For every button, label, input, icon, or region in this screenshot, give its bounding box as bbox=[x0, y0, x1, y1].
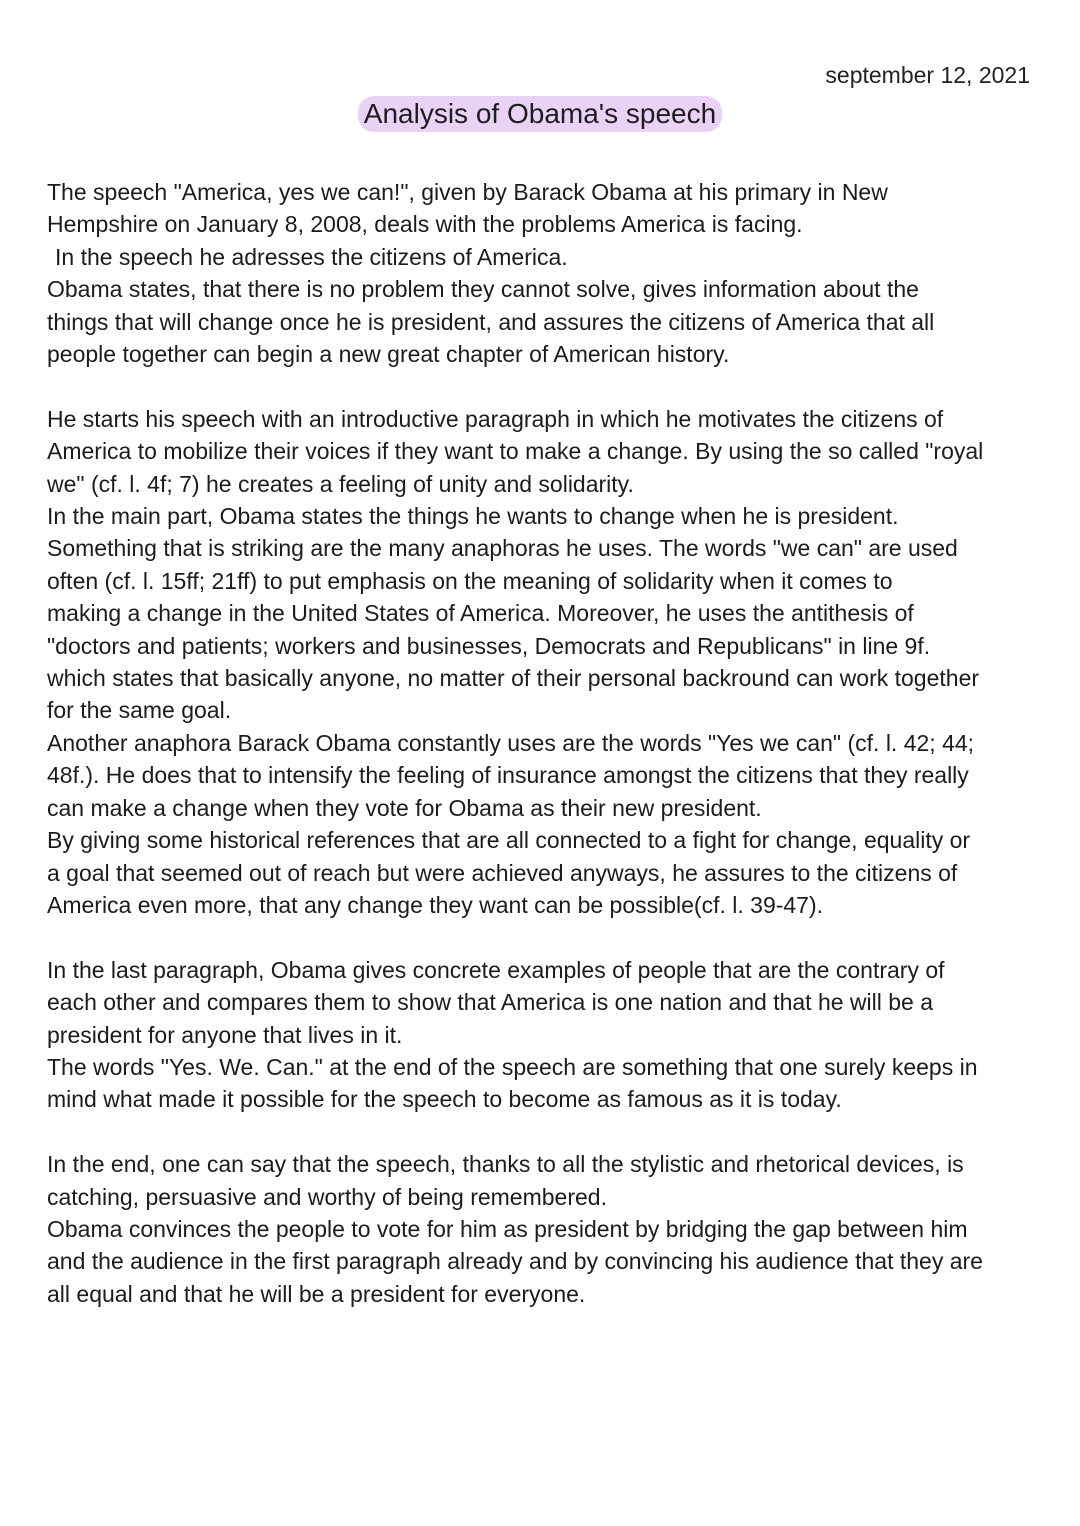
text-line: 48f.). He does that to intensify the feeling of insurance amongst the citizens that they really bbox=[47, 762, 969, 789]
paragraph bbox=[47, 403, 1037, 922]
text-line: Obama convinces the people to vote for him as president by bridging the gap between him bbox=[47, 1215, 968, 1242]
text-line: America to mobilize their voices if they want to make a change. By using the so called "royal bbox=[47, 438, 984, 465]
text-line: America even more, that any change they want can be possible(cf. l. 39-47). bbox=[47, 891, 824, 918]
text-line: people together can begin a new great chapter of American history. bbox=[47, 341, 730, 368]
text-line: Obama states, that there is no problem they cannot solve, gives information about the bbox=[47, 276, 919, 303]
text-line: In the main part, Obama states the things he wants to change when he is president. bbox=[47, 503, 899, 530]
text-line: Another anaphora Barack Obama constantly uses are the words "Yes we can" (cf. l. 42; 44; bbox=[47, 729, 975, 756]
text-line: mind what made it possible for the speech to become as famous as it is today. bbox=[47, 1086, 842, 1113]
document-date: september 12, 2021 bbox=[825, 62, 1030, 88]
text-line: each other and compares them to show that America is one nation and that he will be a bbox=[47, 989, 934, 1016]
text-line: In the last paragraph, Obama gives concrete examples of people that are the contrary of bbox=[47, 956, 945, 983]
text-line: Something that is striking are the many anaphoras he uses. The words "we can" are used bbox=[47, 535, 958, 562]
text-line: Hempshire on January 8, 2008, deals with the problems America is facing. bbox=[47, 211, 803, 238]
text-line: often (cf. l. 15ff; 21ff) to put emphasis on the meaning of solidarity when it comes to bbox=[47, 567, 893, 594]
title-container bbox=[0, 96, 1080, 132]
text-line: can make a change when they vote for Obama as their new president. bbox=[47, 794, 762, 821]
text-line: He starts his speech with an introductive paragraph in which he motivates the citizens of bbox=[47, 405, 944, 432]
text-line: and the audience in the first paragraph already and by convincing his audience that they are bbox=[47, 1248, 983, 1275]
text-line: The speech "America, yes we can!", given by Barack Obama at his primary in New bbox=[47, 179, 888, 205]
document-body bbox=[47, 176, 1037, 1343]
text-line: we" (cf. l. 4f; 7) he creates a feeling of unity and solidarity. bbox=[47, 470, 634, 497]
document-title: Analysis of Obama's speech bbox=[358, 96, 722, 132]
text-line: which states that basically anyone, no matter of their personal backround can work together bbox=[47, 665, 980, 692]
text-line: a goal that seemed out of reach but were achieved anyways, he assures to the citizens of bbox=[47, 859, 958, 886]
text-line: all equal and that he will be a president for everyone. bbox=[47, 1280, 586, 1307]
text-line: catching, persuasive and worthy of being remembered. bbox=[47, 1183, 607, 1210]
text-line: making a change in the United States of America. Moreover, he uses the antithesis of bbox=[47, 600, 914, 627]
text-line: for the same goal. bbox=[47, 697, 232, 724]
text-line: In the speech he adresses the citizens of America. bbox=[55, 243, 568, 270]
paragraph bbox=[47, 1148, 1037, 1310]
text-line: "doctors and patients; workers and businesses, Democrats and Republicans" in line 9f. bbox=[47, 632, 931, 659]
text-line: things that will change once he is president, and assures the citizens of America that all bbox=[47, 308, 935, 335]
paragraph bbox=[47, 954, 1037, 1116]
text-line: The words "Yes. We. Can." at the end of the speech are something that one surely keeps in bbox=[47, 1053, 978, 1080]
text-line: president for anyone that lives in it. bbox=[47, 1021, 403, 1048]
text-line: In the end, one can say that the speech, thanks to all the stylistic and rhetorical devices, is bbox=[47, 1151, 964, 1178]
paragraph bbox=[47, 176, 1037, 370]
text-line: By giving some historical references that are all connected to a fight for change, equality or bbox=[47, 827, 971, 854]
